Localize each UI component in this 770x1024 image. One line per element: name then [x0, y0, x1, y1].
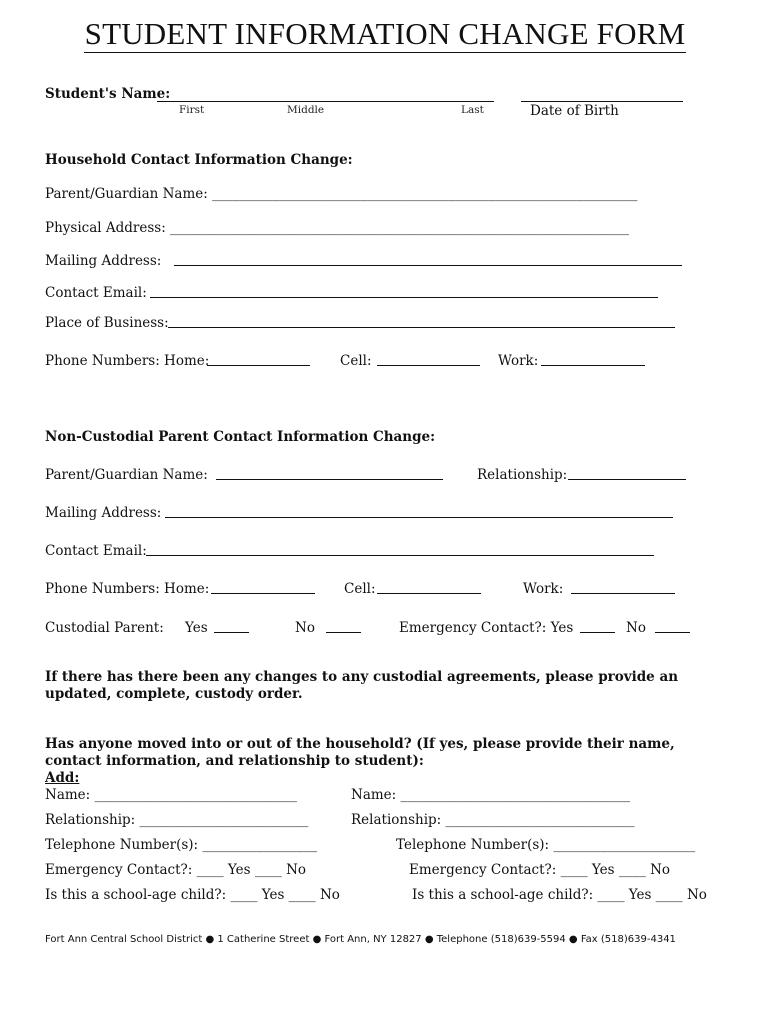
custodial-no-label: No — [295, 620, 315, 636]
noncustodial-mailing-line[interactable] — [165, 517, 673, 518]
noncustodial-phone-work-label: Work: — [523, 581, 564, 597]
household-phone-cell-label: Cell: — [340, 353, 372, 369]
add-right-telephone-field[interactable]: Telephone Number(s): _____________________ — [396, 837, 696, 853]
custody-order-note: If there has there been any changes to any custodial agreements, please provide an updated, complete, custody order. — [45, 669, 679, 702]
add-left-school-age-field[interactable]: Is this a school-age child?: ____ Yes ____ No — [45, 887, 340, 903]
noncustodial-heading: Non-Custodial Parent Contact Information Change: — [45, 429, 436, 445]
add-label: Add: — [45, 770, 80, 786]
student-name-line[interactable] — [157, 101, 494, 102]
household-phone-cell-line[interactable] — [377, 365, 480, 366]
emergency-contact-label: Emergency Contact?: Yes — [399, 620, 574, 636]
household-mailing-line[interactable] — [174, 265, 682, 266]
household-heading: Household Contact Information Change: — [45, 152, 353, 168]
custodial-yes-blank[interactable] — [214, 632, 249, 633]
noncustodial-phone-cell-label: Cell: — [344, 581, 376, 597]
noncustodial-guardian-label: Parent/Guardian Name: — [45, 467, 208, 483]
add-left-relationship-field[interactable]: Relationship: _________________________ — [45, 812, 309, 828]
custodial-parent-label: Custodial Parent: — [45, 620, 164, 636]
household-change-note: Has anyone moved into or out of the household? (If yes, please provide their name, contact information, and relationship to student): — [45, 736, 675, 769]
custodial-yes-label: Yes — [185, 620, 208, 636]
noncustodial-relationship-label: Relationship: — [477, 467, 568, 483]
household-business-label: Place of Business: — [45, 315, 169, 331]
custodial-no-blank[interactable] — [326, 632, 361, 633]
emergency-no-label: No — [626, 620, 646, 636]
household-business-line[interactable] — [168, 327, 675, 328]
noncustodial-phone-cell-line[interactable] — [377, 593, 481, 594]
add-left-name-field[interactable]: Name: ______________________________ — [45, 787, 297, 803]
emergency-yes-blank[interactable] — [580, 632, 615, 633]
last-name-caption: Last — [461, 104, 484, 116]
noncustodial-email-label: Contact Email: — [45, 543, 147, 559]
noncustodial-relationship-line[interactable] — [568, 479, 686, 480]
date-of-birth-caption: Date of Birth — [530, 103, 619, 119]
add-right-relationship-field[interactable]: Relationship: ____________________________ — [351, 812, 635, 828]
household-phone-home-label: Phone Numbers: Home: — [45, 353, 210, 369]
noncustodial-guardian-line[interactable] — [216, 479, 443, 480]
noncustodial-phone-home-line[interactable] — [211, 593, 315, 594]
add-left-emergency-field[interactable]: Emergency Contact?: ____ Yes ____ No — [45, 862, 307, 878]
add-right-school-age-field[interactable]: Is this a school-age child?: ____ Yes ____ No — [412, 887, 707, 903]
form-title: STUDENT INFORMATION CHANGE FORM — [84, 16, 686, 51]
emergency-no-blank[interactable] — [655, 632, 690, 633]
household-email-label: Contact Email: — [45, 285, 147, 301]
household-mailing-label: Mailing Address: — [45, 253, 162, 269]
household-phone-home-line[interactable] — [207, 365, 310, 366]
noncustodial-phone-work-line[interactable] — [571, 593, 675, 594]
household-email-line[interactable] — [150, 297, 658, 298]
household-phone-work-line[interactable] — [541, 365, 645, 366]
footer-contact-line: Fort Ann Central School District ● 1 Catherine Street ● Fort Ann, NY 12827 ● Telephone (518)639-5594 ● Fax (518)639-4341 — [45, 934, 676, 945]
date-of-birth-line[interactable] — [521, 101, 683, 102]
student-name-label: Student's Name: — [45, 86, 171, 102]
add-right-name-field[interactable]: Name: __________________________________ — [351, 787, 630, 803]
add-right-emergency-field[interactable]: Emergency Contact?: ____ Yes ____ No — [409, 862, 671, 878]
add-left-telephone-field[interactable]: Telephone Number(s): _________________ — [45, 837, 318, 853]
noncustodial-phone-home-label: Phone Numbers: Home: — [45, 581, 210, 597]
household-physical-address-field[interactable]: Physical Address: ____________________________________________________________________ — [45, 220, 630, 236]
noncustodial-email-line[interactable] — [146, 555, 654, 556]
household-guardian-field[interactable]: Parent/Guardian Name: _______________________________________________________________ — [45, 186, 638, 202]
noncustodial-mailing-label: Mailing Address: — [45, 505, 162, 521]
first-name-caption: First — [179, 104, 205, 116]
middle-name-caption: Middle — [287, 104, 325, 116]
household-phone-work-label: Work: — [498, 353, 539, 369]
title-underline — [84, 52, 686, 53]
